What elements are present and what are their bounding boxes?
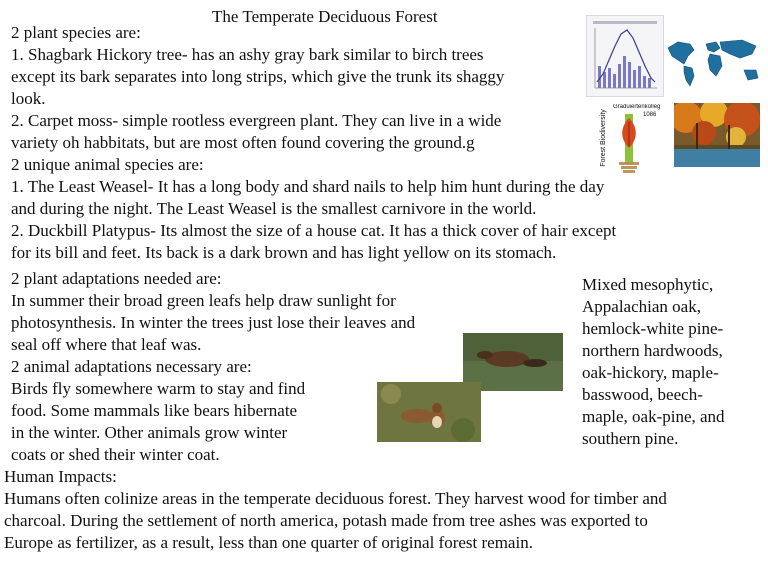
plant-adaptations-section <box>11 268 415 356</box>
plant-species-section <box>11 22 504 154</box>
animal-species-line: 1. The Least Weasel- It has a long body and shard nails to help him hunt during the day <box>11 177 605 196</box>
biodiversity-graphic <box>599 104 663 176</box>
animal-species-line: and during the night. The Least Weasel is the smallest carnivore in the world. <box>11 199 537 218</box>
animal-species-section <box>11 154 616 264</box>
human-impacts-line: Europe as fertilizer, as a result, less than one quarter of original forest remain. <box>4 533 533 552</box>
climate-chart-thumbnail <box>586 15 664 97</box>
human-impacts-line: charcoal. During the settlement of north america, potash made from tree ashes was exported to <box>4 511 648 530</box>
page-title: The Temperate Deciduous Forest <box>212 7 438 26</box>
forest-type-line: Mixed mesophytic, <box>582 275 714 294</box>
animal-species-line: for its bill and feet. Its back is a dark brown and has light yellow on its stomach. <box>11 243 557 262</box>
plant-adaptations-line: photosynthesis. In winter the trees just lose their leaves and <box>11 313 416 332</box>
autumn-forest-photo <box>674 103 760 167</box>
plant-species-line: 1. Shagbark Hickory tree- has an ashy gray bark similar to birch trees <box>11 45 484 64</box>
plant-species-line: except its bark separates into long strips, which give the trunk its shaggy <box>11 67 505 86</box>
plant-species-line: 2. Carpet moss- simple rootless evergreen plant. They can live in a wide <box>11 111 502 130</box>
animal-adaptations-line: Birds fly somewhere warm to stay and find <box>11 379 306 398</box>
least-weasel-photo <box>377 382 481 442</box>
forest-type-line: southern pine. <box>582 429 679 448</box>
plant-adaptations-line: seal off where that leaf was. <box>11 335 202 354</box>
plant-species-heading: 2 plant species are: <box>11 23 141 42</box>
animal-adaptations-heading: 2 animal adaptations necessary are: <box>11 357 252 376</box>
animal-adaptations-line: coats or shed their winter coat. <box>11 445 220 464</box>
biodiversity-top-label: Graduiertenkolleg <box>613 104 661 110</box>
plant-adaptations-line: In summer their broad green leafs help draw sunlight for <box>11 291 396 310</box>
forest-types-section <box>582 274 725 450</box>
human-impacts-section <box>4 466 667 554</box>
plant-adaptations-heading: 2 plant adaptations needed are: <box>11 269 222 288</box>
plant-species-line: look. <box>11 89 46 108</box>
animal-adaptations-section <box>11 356 305 466</box>
forest-type-line: oak-hickory, maple- <box>582 363 719 382</box>
forest-type-line: Appalachian oak, <box>582 297 701 316</box>
biodiversity-side-label: Forest Biodiversity <box>599 109 607 167</box>
human-impacts-line: Humans often colinize areas in the temperate deciduous forest. They harvest wood for timber and <box>4 489 667 508</box>
forest-type-line: northern hardwoods, <box>582 341 723 360</box>
animal-adaptations-line: in the winter. Other animals grow winter <box>11 423 288 442</box>
animal-adaptations-line: food. Some mammals like bears hibernate <box>11 401 298 420</box>
forest-type-line: hemlock-white pine- <box>582 319 724 338</box>
animal-species-line: 2. Duckbill Platypus- Its almost the size of a house cat. It has a thick cover of hair except <box>11 221 617 240</box>
forest-type-line: maple, oak-pine, and <box>582 407 725 426</box>
forest-type-line: basswood, beech- <box>582 385 703 404</box>
human-impacts-heading: Human Impacts: <box>4 467 117 486</box>
animal-species-heading: 2 unique animal species are: <box>11 155 204 174</box>
world-map-thumbnail <box>664 34 766 90</box>
plant-species-line: variety oh habbitats, but are most often found covering the ground.g <box>11 133 475 152</box>
biodiversity-number: 1086 <box>643 112 657 118</box>
